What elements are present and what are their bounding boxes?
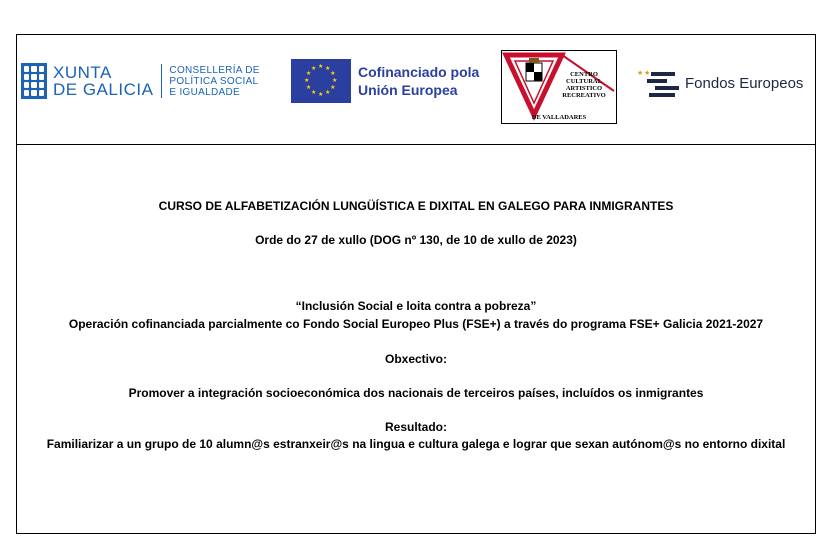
svg-text:★: ★ — [637, 69, 644, 77]
result-label: Resultado: — [384, 420, 447, 434]
fondos-europeos-mark-icon — [637, 67, 681, 99]
centro-line3: ARTISTICO — [565, 85, 603, 92]
document-title: CURSO DE ALFABETIZACIÓN LUNGÜÍSTICA E DIXITAL EN GALEGO PARA INMIGRANTES — [158, 199, 674, 213]
operation-text: Operación cofinanciada parcialmente co Fondo Social Europeo Plus (FSE+) a través do programa FSE+ Galicia 2021-2027 — [68, 317, 764, 331]
eu-star-icon: ★ — [332, 78, 338, 84]
result-text: Familiarizar a un grupo de 10 alumn@s estranxeir@s na lingua e cultura galega e lograr que sexan autónom@s no entorno dixital — [46, 437, 786, 451]
eu-star-icon: ★ — [318, 64, 324, 70]
objective-text: Promover a integración socioeconómica dos nacionais de terceiros países, incluídos os inmigrantes — [128, 386, 704, 400]
xunta-name — [53, 64, 153, 98]
fondos-europeos-logo — [637, 67, 803, 99]
xunta-department — [169, 65, 259, 98]
objective-label: Obxectivo: — [384, 352, 447, 366]
eu-text — [358, 63, 479, 99]
eu-star-icon: ★ — [311, 90, 317, 97]
xunta-dept-line3: E IGUALDADE — [169, 86, 240, 98]
centro-line4: RECREATIVO — [562, 92, 606, 99]
xunta-dept-line2: POLÍTICA SOCIAL — [169, 75, 259, 87]
xunta-name-line2: DE GALICIA — [53, 80, 154, 99]
xunta-crest-icon — [21, 63, 47, 99]
slogan: “Inclusión Social e loita contra a pobreza” — [295, 299, 537, 313]
eu-text-line2: Unión Europea — [358, 82, 458, 98]
xunta-logo — [21, 61, 260, 101]
eu-flag-icon — [291, 59, 351, 103]
document-frame — [16, 34, 816, 534]
xunta-name-line1: XUNTA — [53, 63, 112, 82]
eu-star-icon: ★ — [318, 92, 324, 98]
eu-text-line1: Cofinanciado pola — [358, 64, 480, 80]
logo-band — [17, 35, 815, 145]
eu-star-icon: ★ — [305, 71, 312, 77]
centro-line2: CULTURAL — [566, 78, 602, 85]
xunta-separator — [161, 64, 162, 98]
xunta-dept-line1: CONSELLERÍA DE — [169, 64, 260, 76]
svg-text:★: ★ — [644, 69, 651, 77]
eu-star-icon: ★ — [304, 78, 310, 84]
fondos-europeos-label: Fondos Europeos — [685, 74, 804, 92]
eu-logo — [291, 59, 479, 103]
eu-star-icon: ★ — [325, 65, 331, 72]
eu-star-icon: ★ — [330, 71, 336, 77]
eu-star-icon: ★ — [330, 85, 336, 91]
centro-bottom-line: DE VALLADARES — [531, 114, 587, 121]
centro-cultural-name — [556, 71, 612, 99]
eu-star-icon: ★ — [325, 90, 331, 97]
centro-line1: CENTRO — [570, 71, 598, 78]
eu-star-icon: ★ — [311, 65, 317, 72]
centro-cultural-logo — [501, 50, 617, 124]
order-reference: Orde do 27 de xullo (DOG nº 130, de 10 de xullo de 2023) — [255, 233, 577, 247]
eu-star-icon: ★ — [305, 85, 312, 91]
